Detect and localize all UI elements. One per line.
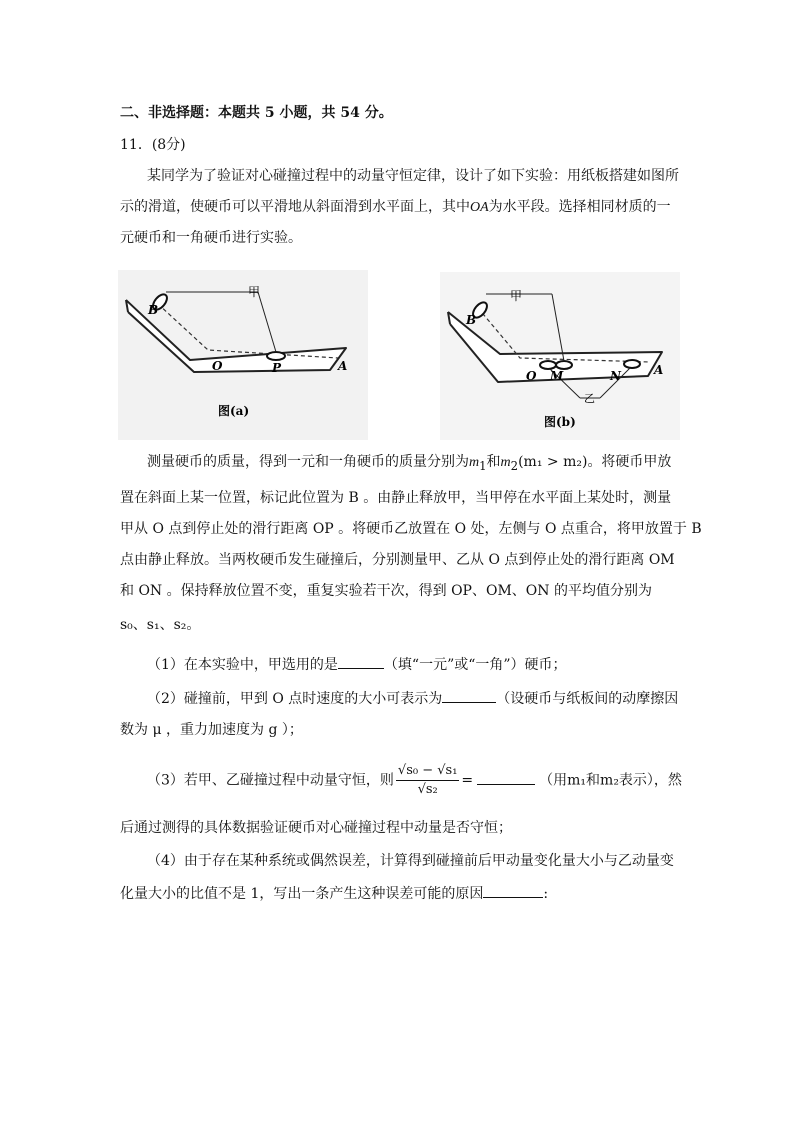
question-number: 11．(8分) <box>120 137 186 153</box>
intro-line-2: 示的滑道，使硬币可以平滑地从斜面滑到水平面上，其中OA为水平段。选择相同材质的一 <box>120 199 671 215</box>
intro-line-3: 元硬币和一角硬币进行实验。 <box>120 230 302 246</box>
body-line-3: 甲从 O 点到停止处的滑行距离 OP 。将硬币乙放置在 O 处，左侧与 O 点重合，将甲放置于 B <box>120 521 702 537</box>
fig-b-label-m: M <box>550 369 564 383</box>
body-line-5: 和 ON 。保持释放位置不变，重复实验若干次，得到 OP、OM、ON 的平均值分别为 <box>120 583 652 599</box>
fig-b-label-o: O <box>526 369 537 383</box>
question-3-cont: 后通过测得的具体数据验证硬币对心碰撞过程中动量是否守恒； <box>120 820 512 836</box>
fig-b-label-b: B <box>466 313 477 327</box>
figure-b <box>440 272 680 440</box>
answer-blank-3[interactable] <box>477 770 535 785</box>
question-4-cont: 化量大小的比值不是 1，写出一条产生这种误差可能的原因 : <box>120 883 548 904</box>
answer-blank-1[interactable] <box>338 654 384 669</box>
ratio-fraction: $\frac{\text{√s₀ − √s₁}}{\text{√s₂}}$ <box>397 763 458 797</box>
answer-blank-2[interactable] <box>442 688 496 703</box>
body-line-1: 测量硬币的质量，得到一元和一角硬币的质量分别为$m_1$和$m_2(m_1 > m_2)$。将硬币甲放 <box>147 454 672 473</box>
question-3: （3）若甲、乙碰撞过程中动量守恒，则 $\frac{\text{√s₀ − √s₁}}{\text{√s₂}}$ = （用m₁和m₂表示），然 <box>147 763 682 797</box>
body-line-4: 点由静止释放。当两枚硬币发生碰撞后，分别测量甲、乙从 O 点到停止处的滑行距离 OM <box>120 552 675 568</box>
intro-line-1: 某同学为了验证对心碰撞过程中的动量守恒定律，设计了如下实验：用纸板搭建如图所 <box>147 168 679 184</box>
fig-b-label-yi: 乙 <box>584 392 595 405</box>
section-header: 二、非选择题：本题共 5 小题，共 54 分。 <box>120 105 393 121</box>
body-line-6: s₀、s₁、s₂。 <box>120 617 201 633</box>
question-4: （4）由于存在某种系统或偶然误差，计算得到碰撞前后甲动量变化量大小与乙动量变 <box>147 853 674 869</box>
fig-a-label-b: B <box>148 303 159 317</box>
question-2: （2）碰撞前，甲到 O 点时速度的大小可表示为 （设硬币与纸板间的动摩擦因 <box>147 688 678 709</box>
fig-a-label-p: P <box>272 361 282 375</box>
body-line-2: 置在斜面上某一位置，标记此位置为 B 。由静止释放甲，当甲停在水平面上某处时，测量 <box>120 490 672 506</box>
fig-b-label-n: N <box>610 369 621 383</box>
fig-a-label-jia: 甲 <box>248 285 261 299</box>
fig-b-label-jia: 甲 <box>510 289 523 303</box>
fig-a-caption: 图(a) <box>218 404 250 418</box>
fig-a-label-o: O <box>212 359 223 373</box>
fig-a-label-a: A <box>338 359 348 373</box>
fig-b-caption: 图(b) <box>544 415 576 429</box>
answer-blank-4[interactable] <box>483 883 543 898</box>
fig-b-label-a: A <box>654 363 664 377</box>
question-2-cont: 数为 μ ，重力加速度为 g ）； <box>120 722 303 738</box>
figure-a <box>118 270 368 440</box>
question-1: （1）在本实验中，甲选用的是 （填“一元”或“一角”）硬币； <box>147 654 567 675</box>
